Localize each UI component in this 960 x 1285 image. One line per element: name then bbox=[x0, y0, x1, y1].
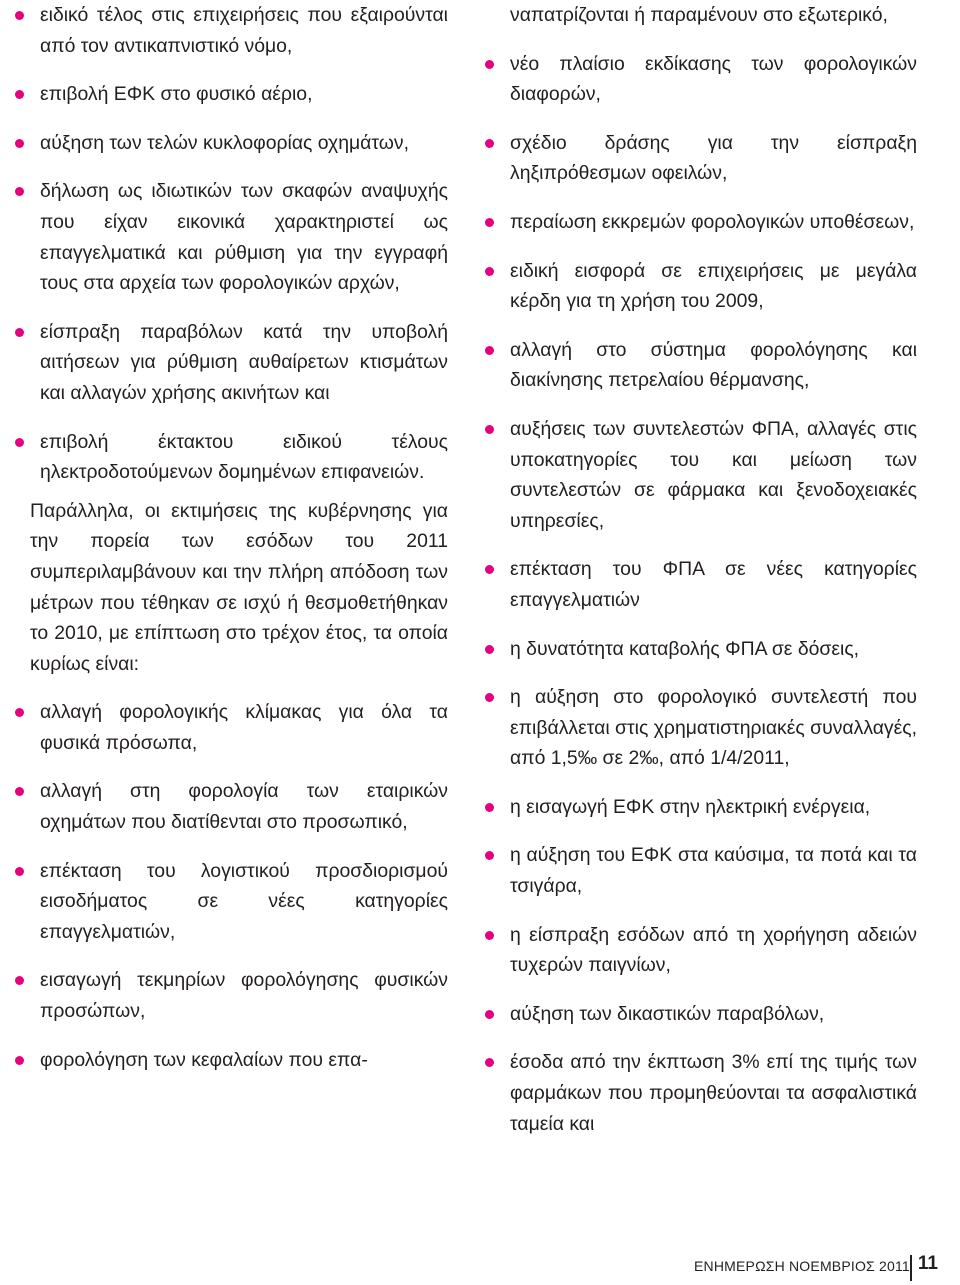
bullet-dot bbox=[485, 851, 494, 860]
list-item bbox=[485, 335, 917, 396]
list-item-text: αυξήσεις των συντελεστών ΦΠΑ, αλλαγές στις υποκατηγορίες του και μείωση των συντελεστών σε φάρμακα και ξενοδοχειακές υπηρεσίες, bbox=[510, 417, 917, 532]
list-item bbox=[485, 128, 917, 189]
continuation-text: ναπατρίζονται ή παραμένουν στο εξωτερικό, bbox=[510, 4, 888, 26]
list-item bbox=[15, 427, 448, 488]
list-item bbox=[485, 682, 917, 774]
list-item bbox=[15, 776, 448, 837]
list-item-text: σχέδιο δράσης για την είσπραξη ληξιπρόθεσμων οφειλών, bbox=[510, 131, 917, 185]
bullet-dot bbox=[485, 693, 494, 702]
list-item bbox=[485, 256, 917, 317]
list-item bbox=[15, 176, 448, 298]
list-item-text: ειδικό τέλος στις επιχειρήσεις που εξαιρούνται από τον αντικαπνιστικό νόμο, bbox=[40, 4, 448, 57]
list-item-text: η είσπραξη εσόδων από τη χορήγηση αδειών τυχερών παιγνίων, bbox=[510, 923, 917, 977]
list-item bbox=[485, 792, 917, 823]
list-item bbox=[485, 414, 917, 536]
list-item-text: περαίωση εκκρεμών φορολογικών υποθέσεων, bbox=[510, 210, 915, 233]
list-item bbox=[15, 128, 448, 159]
page-number: 11 bbox=[917, 1253, 938, 1274]
list-item bbox=[485, 840, 917, 901]
bullet-dot bbox=[15, 867, 24, 876]
body-paragraph: Παράλληλα, οι εκτιμήσεις της κυβέρνησης για την πορεία των εσόδων του 2011 συμπεριλαμβάνουν και την πλήρη απόδοση των μέτρων που τέθηκαν σε ισχύ ή θεσμοθετήθηκαν το 2010, με επίπτωση στο τρέχον έτος, τα οποία κυρίως είναι: bbox=[30, 499, 448, 675]
list-item-text: αύξηση των δικαστικών παραβόλων, bbox=[510, 1002, 825, 1025]
bullet-dot bbox=[485, 218, 494, 227]
bullet-dot bbox=[15, 438, 24, 447]
list-item-text: αλλαγή φορολογικής κλίμακας για όλα τα φυσικά πρόσωπα, bbox=[40, 701, 448, 754]
list-item-text: έσοδα από την έκπτωση 3% επί της τιμής των φαρμάκων που προμηθεύονται τα ασφαλιστικά ταμεία και bbox=[510, 1051, 917, 1135]
page-footer bbox=[694, 1252, 938, 1276]
footer-label: ΕΝΗΜΕΡΩΣΗ ΝΟΕΜΒΡΙΟΣ 2011 bbox=[693, 1258, 910, 1274]
list-item-text: είσπραξη παραβόλων κατά την υποβολή αιτήσεων για ρύθμιση αυθαίρετων κτισμάτων και αλλαγών χρήσης ακινήτων και bbox=[40, 320, 448, 404]
bullet-dot bbox=[485, 1010, 494, 1019]
list-item-text: νέο πλαίσιο εκδίκασης των φορολογικών διαφορών, bbox=[510, 52, 917, 106]
list-item-text: η αύξηση στο φορολογικό συντελεστή που επιβάλλεται στις χρηματιστηριακές συναλλαγές, από 1,5‰ σε 2‰, από 1/4/2011, bbox=[510, 686, 917, 770]
bullet-dot bbox=[485, 645, 494, 654]
bullet-dot bbox=[485, 346, 494, 355]
bullet-dot bbox=[15, 976, 24, 985]
bullet-dot bbox=[15, 139, 24, 148]
list-item-text: αύξηση των τελών κυκλοφορίας οχημάτων, bbox=[40, 131, 409, 154]
list-item-text: η δυνατότητα καταβολής ΦΠΑ σε δόσεις, bbox=[510, 637, 860, 660]
list-item bbox=[15, 965, 448, 1026]
list-item-text: η αύξηση του ΕΦΚ στα καύσιμα, τα ποτά και τα τσιγάρα, bbox=[510, 844, 917, 898]
list-item-text: επέκταση του ΦΠΑ σε νέες κατηγορίες επαγγελματιών bbox=[510, 558, 917, 611]
bullet-dot bbox=[15, 1056, 24, 1065]
bullet-dot bbox=[15, 328, 24, 337]
bullet-dot bbox=[485, 931, 494, 940]
list-item-text: επιβολή έκτακτου ειδικού τέλους ηλεκτροδοτούμενων δομημένων επιφανειών. bbox=[40, 430, 448, 484]
list-item-text: δήλωση ως ιδιωτικών των σκαφών αναψυχής που είχαν εικονικά χαρακτηριστεί ως επαγγελματικά και ρύθμιση για την εγγραφή τους στα αρχεία των φορολογικών αρχών, bbox=[40, 180, 448, 295]
list-item bbox=[15, 697, 448, 758]
list-item bbox=[15, 1045, 448, 1076]
list-item bbox=[15, 0, 448, 61]
right-column bbox=[485, 0, 917, 1157]
list-item bbox=[485, 1047, 917, 1139]
list-item-text: φορολόγηση των κεφαλαίων που επα- bbox=[40, 1048, 368, 1071]
bullet-dot bbox=[485, 803, 494, 812]
bullet-dot bbox=[485, 565, 494, 574]
bullet-dot bbox=[15, 90, 24, 99]
bullet-dot bbox=[485, 139, 494, 148]
list-item-text: ειδική εισφορά σε επιχειρήσεις με μεγάλα κέρδη για τη χρήση του 2009, bbox=[510, 259, 917, 313]
list-item-text: αλλαγή στη φορολογία των εταιρικών οχημάτων που διατίθενται στο προσωπικό, bbox=[40, 780, 448, 834]
list-item-text: εισαγωγή τεκμηρίων φορολόγησης φυσικών προσώπων, bbox=[40, 969, 448, 1023]
list-item bbox=[485, 554, 917, 615]
list-item bbox=[485, 634, 917, 665]
left-column bbox=[15, 0, 448, 1093]
list-item bbox=[485, 49, 917, 110]
bullet-dot bbox=[485, 267, 494, 276]
list-item bbox=[485, 999, 917, 1030]
bullet-dot bbox=[15, 787, 24, 796]
list-item bbox=[15, 856, 448, 948]
bullet-dot bbox=[15, 11, 24, 20]
list-item-text: επέκταση του λογιστικού προσδιορισμού εισοδήματος σε νέες κατηγορίες επαγγελματιών, bbox=[40, 859, 448, 943]
list-item bbox=[15, 79, 448, 110]
bullet-dot bbox=[485, 1058, 494, 1067]
footer-divider bbox=[910, 1255, 912, 1281]
bullet-dot bbox=[15, 187, 24, 196]
list-item-text: αλλαγή στο σύστημα φορολόγησης και διακίνησης πετρελαίου θέρμανσης, bbox=[510, 338, 917, 392]
list-item bbox=[15, 317, 448, 409]
list-item bbox=[485, 207, 917, 238]
bullet-dot bbox=[485, 60, 494, 69]
list-item bbox=[485, 920, 917, 981]
bullet-dot bbox=[485, 425, 494, 434]
bullet-dot bbox=[15, 708, 24, 717]
list-item-text: η εισαγωγή ΕΦΚ στην ηλεκτρική ενέργεια, bbox=[510, 795, 871, 818]
list-item-text: επιβολή ΕΦΚ στο φυσικό αέριο, bbox=[40, 83, 313, 106]
